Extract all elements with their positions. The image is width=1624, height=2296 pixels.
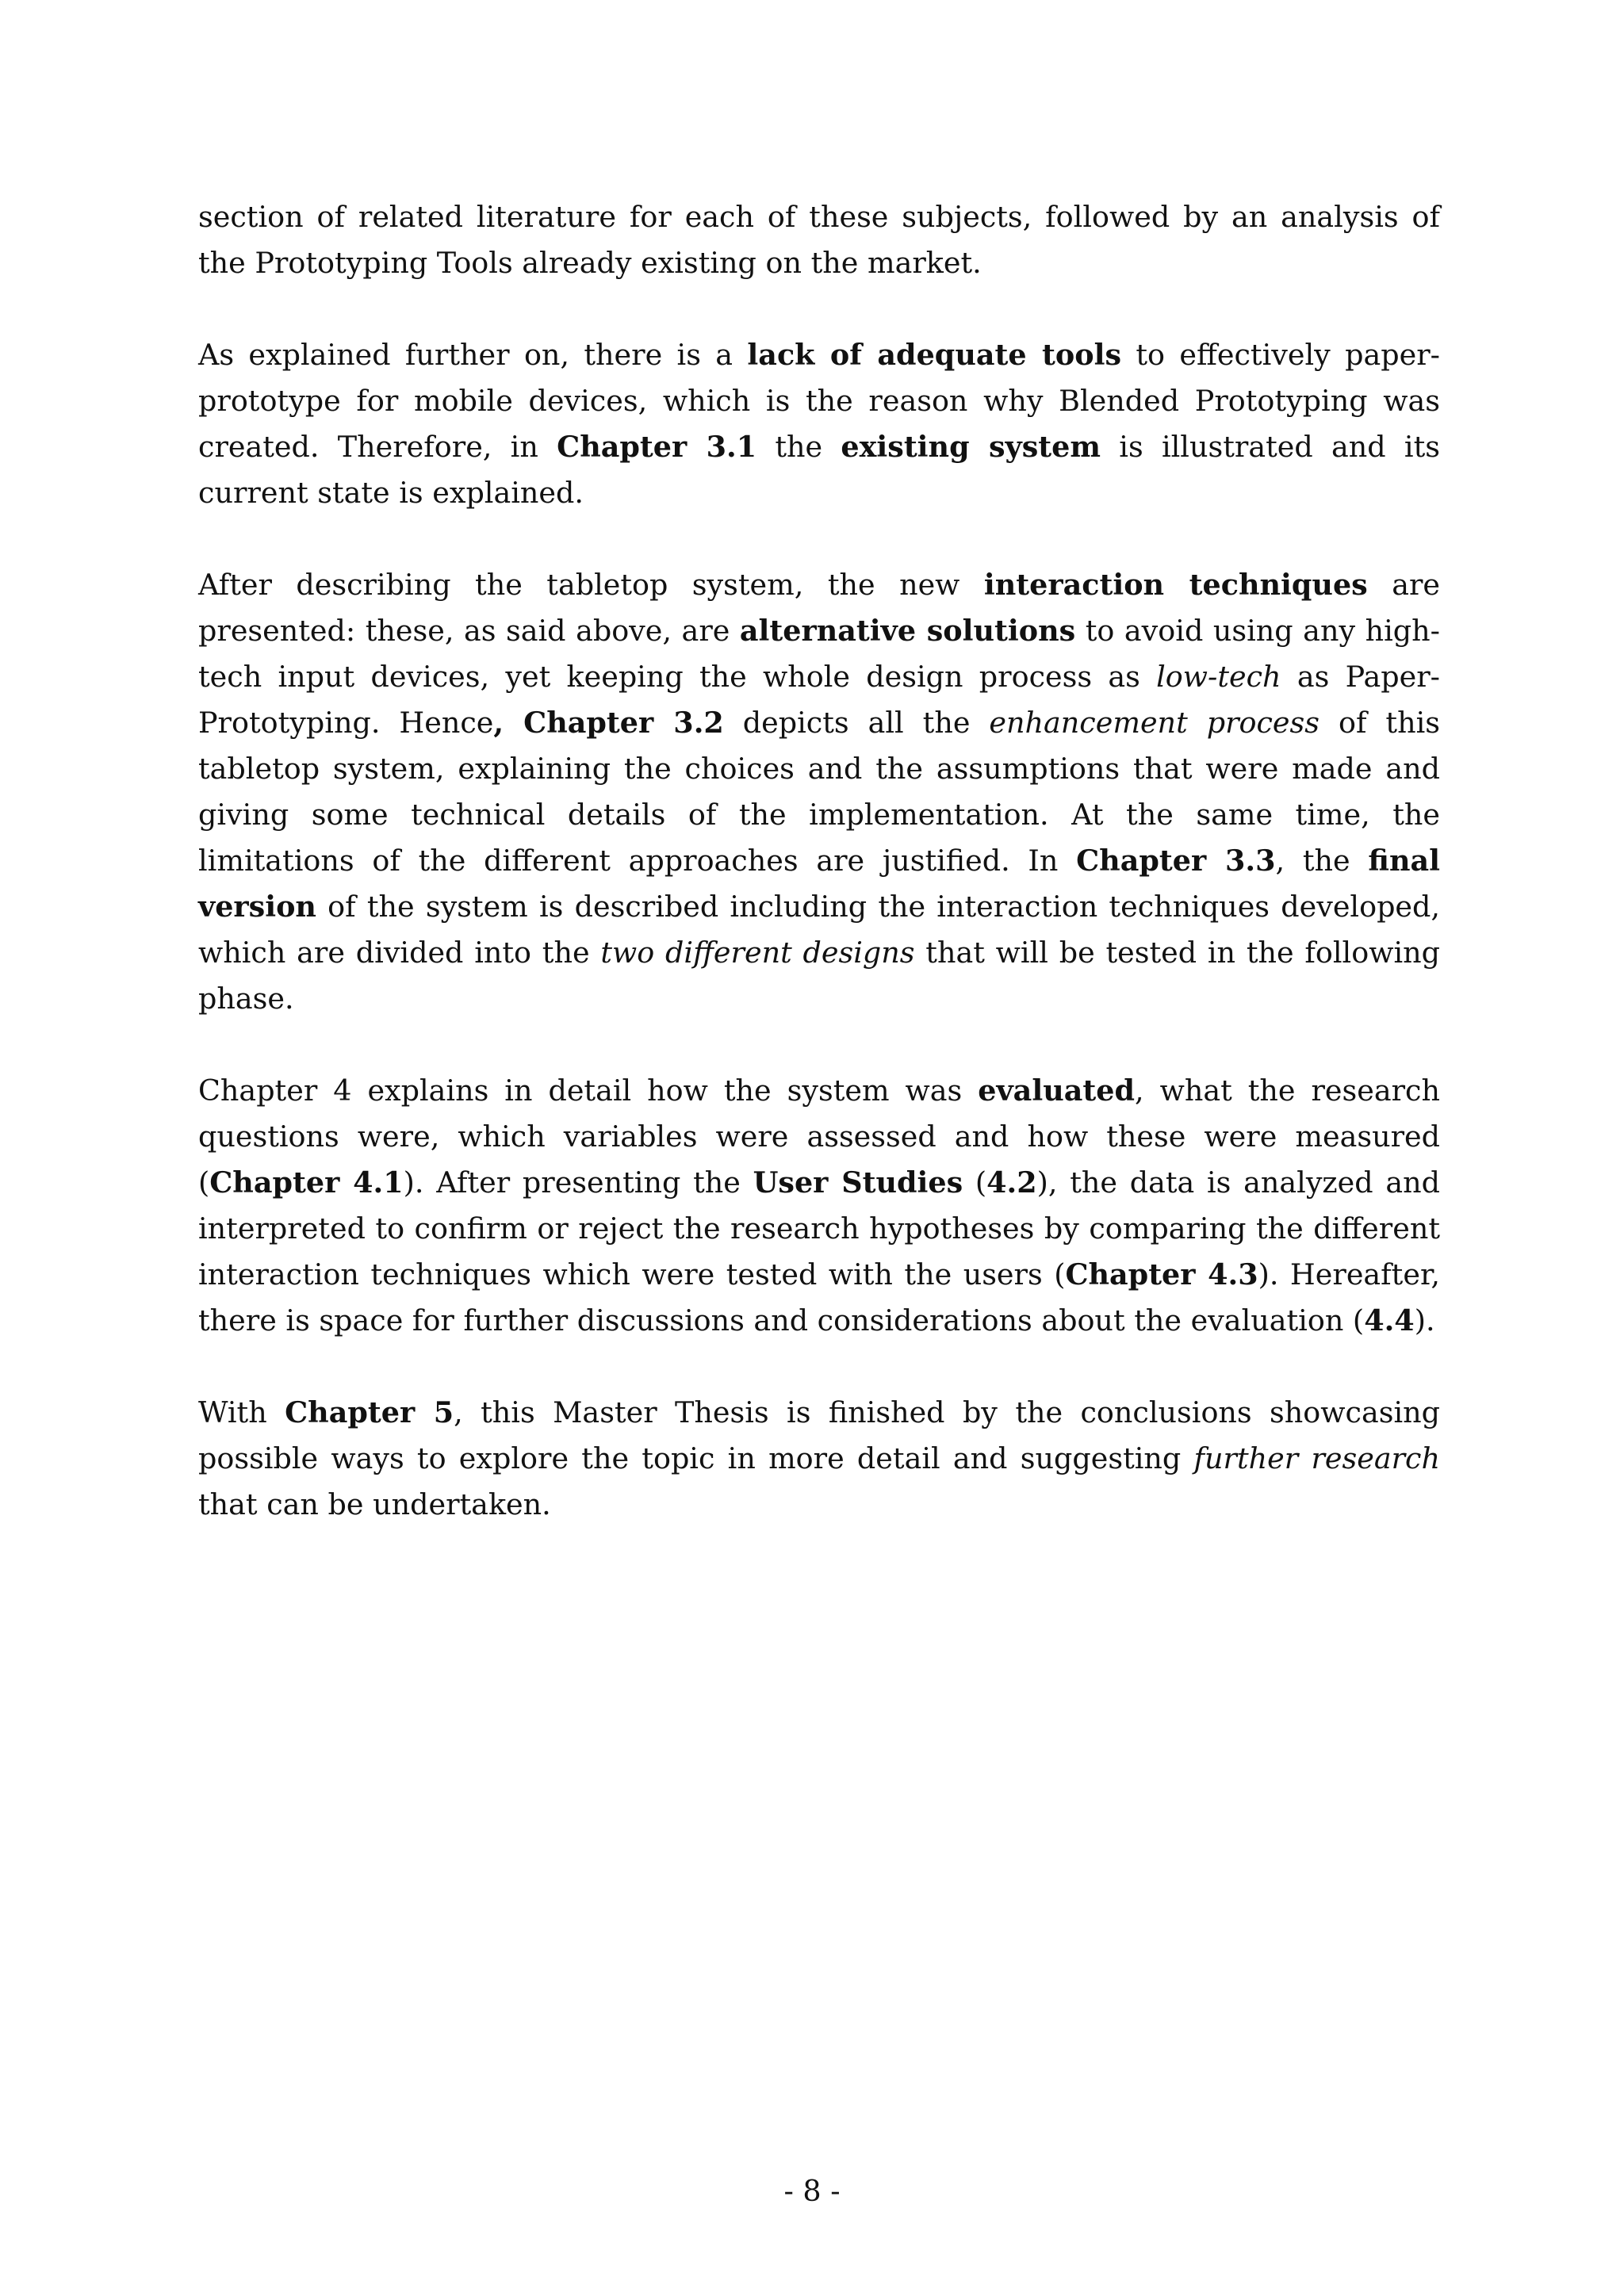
body-text [198, 194, 1440, 1574]
text-run: as Paper-Prototyping. Hence [198, 660, 1441, 740]
text-run: , what the research questions were, which variables were assessed and how these were measured ( [198, 1073, 1441, 1200]
bold-text: Chapter 5 [285, 1395, 454, 1429]
text-run: to effectively paper-prototype for mobile devices, which is the reason why Blended Prototyping was created. Therefore, in [198, 338, 1441, 464]
bold-text: alternative solutions [739, 614, 1076, 648]
italic-text: enhancement process [989, 706, 1320, 740]
text-run: that can be undertaken. [198, 1487, 551, 1521]
bold-text: lack of adequate tools [747, 338, 1122, 372]
text-run: ( [963, 1165, 987, 1200]
bold-text: evaluated [978, 1073, 1135, 1108]
bold-text: interaction techniques [983, 568, 1368, 602]
bold-text: User Studies [753, 1165, 963, 1200]
paragraph-existing-system [198, 332, 1440, 516]
text-run: ). Hereafter, there is space for further discussions and considerations about the evaluation ( [198, 1257, 1440, 1337]
text-run: the [756, 430, 841, 464]
text-run: that will be tested in the following phase. [198, 936, 1440, 1016]
bold-text: Chapter 4.1 [209, 1165, 404, 1200]
text-run: After describing the tabletop system, the new [198, 568, 984, 602]
text-run: Chapter 4 explains in detail how the system was [198, 1073, 979, 1108]
text-run: of the system is described including the interaction techniques developed, which are divided into the [198, 890, 1440, 970]
text-run: As explained further on, there is a [198, 338, 748, 372]
bold-text: final version [198, 844, 1440, 924]
bold-text: 4.4 [1364, 1303, 1415, 1337]
text-run: of this tabletop system, explaining the choices and the assumptions that were made and giving some technical details of the implementation. At the same time, the limitations of the different approaches are justified. In [198, 706, 1440, 878]
bold-text: Chapter 3.1 [557, 430, 757, 464]
text-run: , the [1275, 844, 1369, 878]
italic-text: low-tech [1156, 660, 1281, 694]
text-run: ). [1414, 1303, 1435, 1337]
text-run: to avoid using any high-tech input devices, yet keeping the whole design process as [198, 614, 1440, 694]
text-run: , this Master Thesis is finished by the conclusions showcasing possible ways to explore the topic in more detail and suggesting [198, 1395, 1440, 1475]
text-run: are presented: these, as said above, are [198, 568, 1441, 648]
bold-text: existing system [841, 430, 1101, 464]
text-run: ), the data is analyzed and interpreted to confirm or reject the research hypotheses by comparing the different interaction techniques which were tested with the users ( [198, 1165, 1440, 1292]
text-run: ). After presenting the [403, 1165, 753, 1200]
bold-text: Chapter 4.3 [1065, 1257, 1258, 1292]
text-run: section of related literature for each of these subjects, followed by an analysis of the Prototyping Tools already existing on the market. [198, 200, 1440, 280]
text-run: is illustrated and its current state is explained. [198, 430, 1440, 510]
paragraph-related-literature [198, 194, 1440, 286]
text-run: With [198, 1395, 285, 1429]
italic-text: two different designs [600, 936, 915, 970]
paragraph-interaction-techniques [198, 562, 1440, 1022]
text-run: depicts all the [723, 706, 990, 740]
bold-text: , Chapter 3.2 [493, 706, 724, 740]
bold-text: Chapter 3.3 [1076, 844, 1276, 878]
page-number: - 8 - [783, 2174, 841, 2208]
paragraph-conclusions [198, 1390, 1440, 1528]
paragraph-evaluation [198, 1068, 1440, 1344]
bold-text: 4.2 [986, 1165, 1037, 1200]
italic-text: further research [1193, 1441, 1440, 1475]
